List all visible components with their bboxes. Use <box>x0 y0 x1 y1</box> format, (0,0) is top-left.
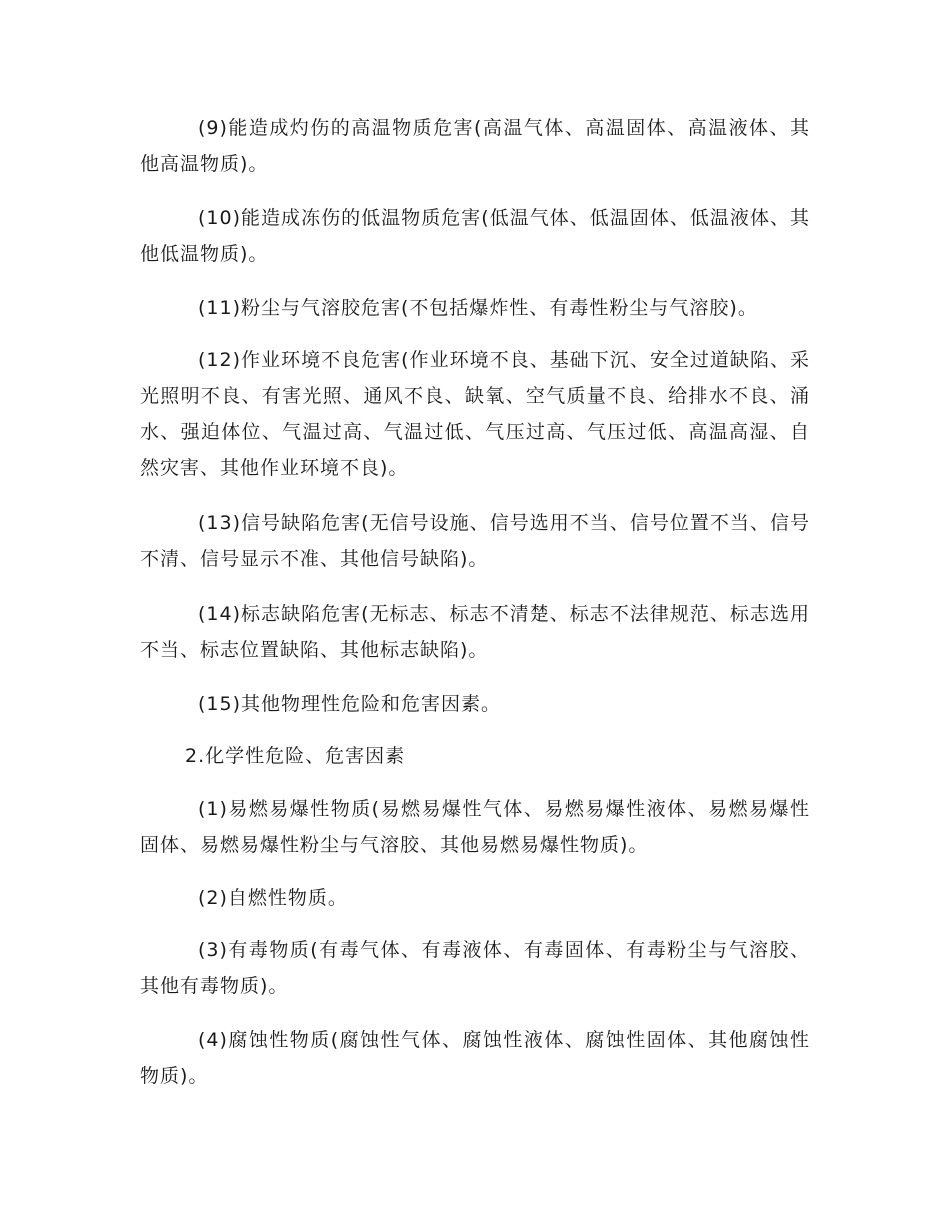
paragraph-4-corrosive-substances: (4)腐蚀性物质(腐蚀性气体、腐蚀性液体、腐蚀性固体、其他腐蚀性物质)。 <box>140 1029 810 1087</box>
paragraph-15-other-physical: (15)其他物理性危险和危害因素。 <box>198 693 502 715</box>
paragraph-10-low-temperature: (10)能造成冻伤的低温物质危害(低温气体、低温固体、低温液体、其他低温物质)。 <box>140 207 810 265</box>
paragraph-2-spontaneous-combustion: (2)自燃性物质。 <box>198 887 348 909</box>
paragraph-9-high-temperature: (9)能造成灼伤的高温物质危害(高温气体、高温固体、高温液体、其他高温物质)。 <box>140 117 810 175</box>
paragraph-1-flammable: (1)易燃易爆性物质(易燃易爆性气体、易燃易爆性液体、易燃易爆性固体、易燃易爆性粉尘与气溶胶、其他易燃易爆性物质)。 <box>140 798 810 856</box>
paragraph-11-dust-aerosol: (11)粉尘与气溶胶危害(不包括爆炸性、有毒性粉尘与气溶胶)。 <box>198 297 758 319</box>
paragraph-14-sign-defect: (14)标志缺陷危害(无标志、标志不清楚、标志不法律规范、标志选用不当、标志位置缺陷、其他标志缺陷)。 <box>140 603 810 661</box>
paragraph-3-toxic-substances: (3)有毒物质(有毒气体、有毒液体、有毒固体、有毒粉尘与气溶胶、其他有毒物质)。 <box>140 939 810 997</box>
section-heading-chemical-hazards: 2.化学性危险、危害因素 <box>185 745 406 767</box>
paragraph-12-work-environment: (12)作业环境不良危害(作业环境不良、基础下沉、安全过道缺陷、采光照明不良、有害光照、通风不良、缺氧、空气质量不良、给排水不良、涌水、强迫体位、气温过高、气温过低、气压过高、气压过低、高温高湿、自然灾害、其他作业环境不良)。 <box>140 349 810 479</box>
paragraph-13-signal-defect: (13)信号缺陷危害(无信号设施、信号选用不当、信号位置不当、信号不清、信号显示不准、其他信号缺陷)。 <box>140 512 810 570</box>
